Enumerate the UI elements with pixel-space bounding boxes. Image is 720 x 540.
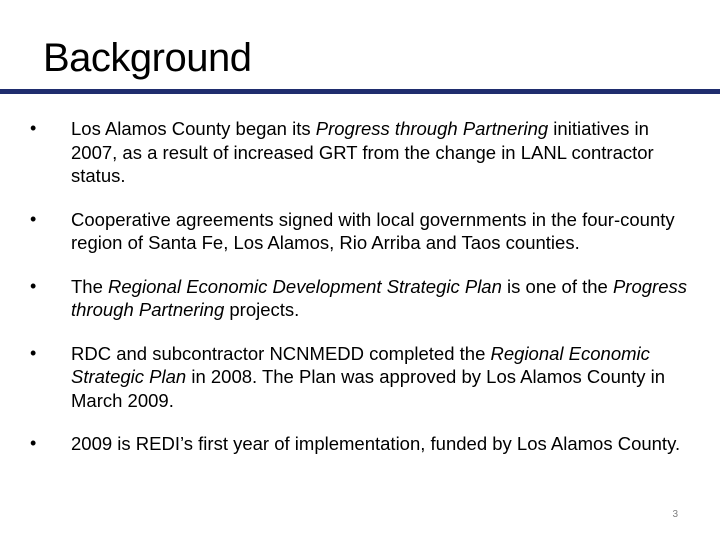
- bullet-item: [30, 275, 690, 322]
- bullet-text-italic: Progress through Partnering: [315, 118, 549, 139]
- bullet-text: Los Alamos County began its: [71, 118, 316, 139]
- bullet-text: initiatives in 2007, as a result of increased GRT from the change in LANL contractor status.: [71, 118, 654, 186]
- bullet-text: Cooperative agreements signed with local governments in the four-county region of Santa Fe, Los Alamos, Rio Arriba and Taos counties.: [71, 208, 675, 253]
- bullet-text-italic: Regional Economic Strategic Plan: [71, 342, 650, 387]
- page-number: 3: [672, 509, 678, 520]
- slide-title: Background: [43, 36, 252, 80]
- bullet-item: [30, 342, 690, 413]
- bullet-text-italic: Regional Economic Development Strategic Plan: [108, 275, 502, 297]
- bullet-text: in 2008. The Plan was approved by Los Alamos County in March 2009.: [71, 366, 666, 411]
- bullet-text: The: [71, 275, 109, 297]
- bullet-text: 2009 is REDI’s first year of implementation, funded by Los Alamos County.: [71, 433, 681, 454]
- bullet-text: RDC and subcontractor NCNMEDD completed the: [71, 342, 491, 364]
- bullet-list: [30, 117, 690, 476]
- bullet-text-italic: Progress through Partnering: [71, 275, 687, 320]
- bullet-item: [30, 432, 690, 456]
- bullet-item: [30, 208, 690, 255]
- bullet-text: projects.: [224, 299, 300, 320]
- bullet-item: [30, 117, 690, 188]
- bullet-text: is one of the: [501, 275, 613, 297]
- title-divider: [0, 89, 720, 94]
